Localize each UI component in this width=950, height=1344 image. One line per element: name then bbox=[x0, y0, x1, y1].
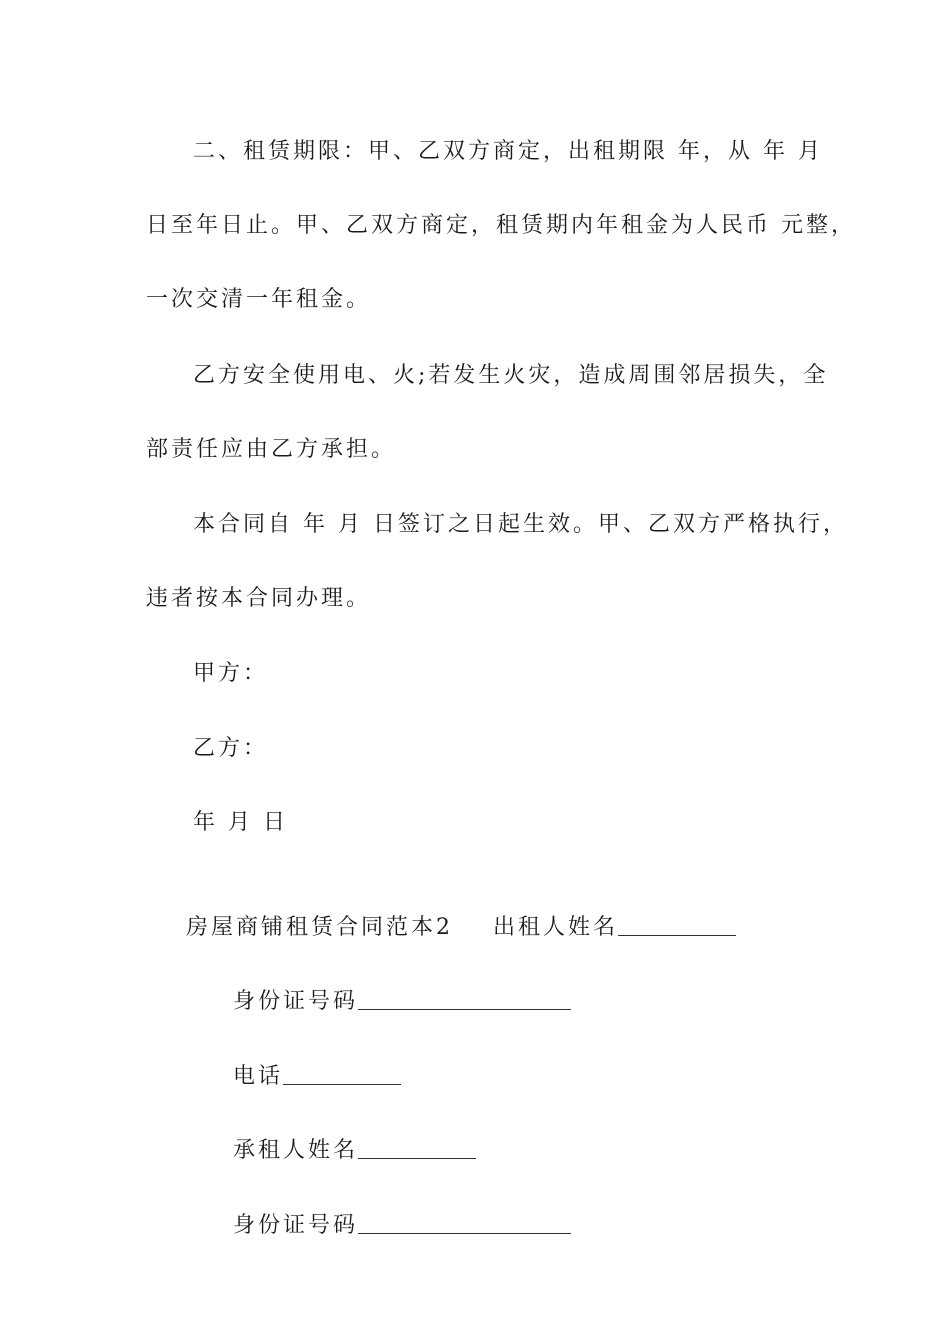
lessor-id-label: 身份证号码 bbox=[232, 989, 358, 1014]
lease-term-paragraph: 二、租赁期限：甲、乙双方商定，出租期限 年，从 年 月 bbox=[193, 139, 823, 164]
lessee-name-field[interactable] bbox=[358, 1136, 476, 1159]
section2-title: 房屋商铺租赁合同范本2 bbox=[185, 915, 453, 940]
lessor-id-field[interactable] bbox=[358, 987, 571, 1010]
fire-safety-paragraph-end: 部责任应由乙方承担。 bbox=[146, 437, 397, 462]
lessor-phone-label: 电话 bbox=[232, 1064, 283, 1089]
lessor-name-field[interactable] bbox=[618, 913, 736, 936]
signature-date: 年 月 日 bbox=[193, 810, 288, 835]
effective-date-paragraph: 本合同自 年 月 日签订之日起生效。甲、乙双方严格执行， bbox=[193, 512, 848, 537]
lease-term-paragraph-end: 一次交清一年租金。 bbox=[146, 287, 372, 312]
lessor-name-label: 出租人姓名 bbox=[492, 915, 618, 940]
lessee-name-label: 承租人姓名 bbox=[232, 1138, 358, 1163]
effective-date-paragraph-end: 违者按本合同办理。 bbox=[146, 586, 372, 611]
party-b-signature: 乙方： bbox=[193, 736, 269, 761]
lessee-id-label: 身份证号码 bbox=[232, 1213, 358, 1238]
lessee-id-line bbox=[193, 1181, 571, 1271]
lease-term-paragraph-cont: 日至年日止。甲、乙双方商定，租赁期内年租金为人民币 元整， bbox=[146, 213, 856, 238]
party-a-signature: 甲方： bbox=[193, 661, 269, 686]
fire-safety-paragraph: 乙方安全使用电、火;若发生火灾，造成周围邻居损失，全 bbox=[193, 363, 829, 388]
lessee-id-field[interactable] bbox=[358, 1211, 571, 1234]
lessor-phone-field[interactable] bbox=[283, 1062, 401, 1085]
